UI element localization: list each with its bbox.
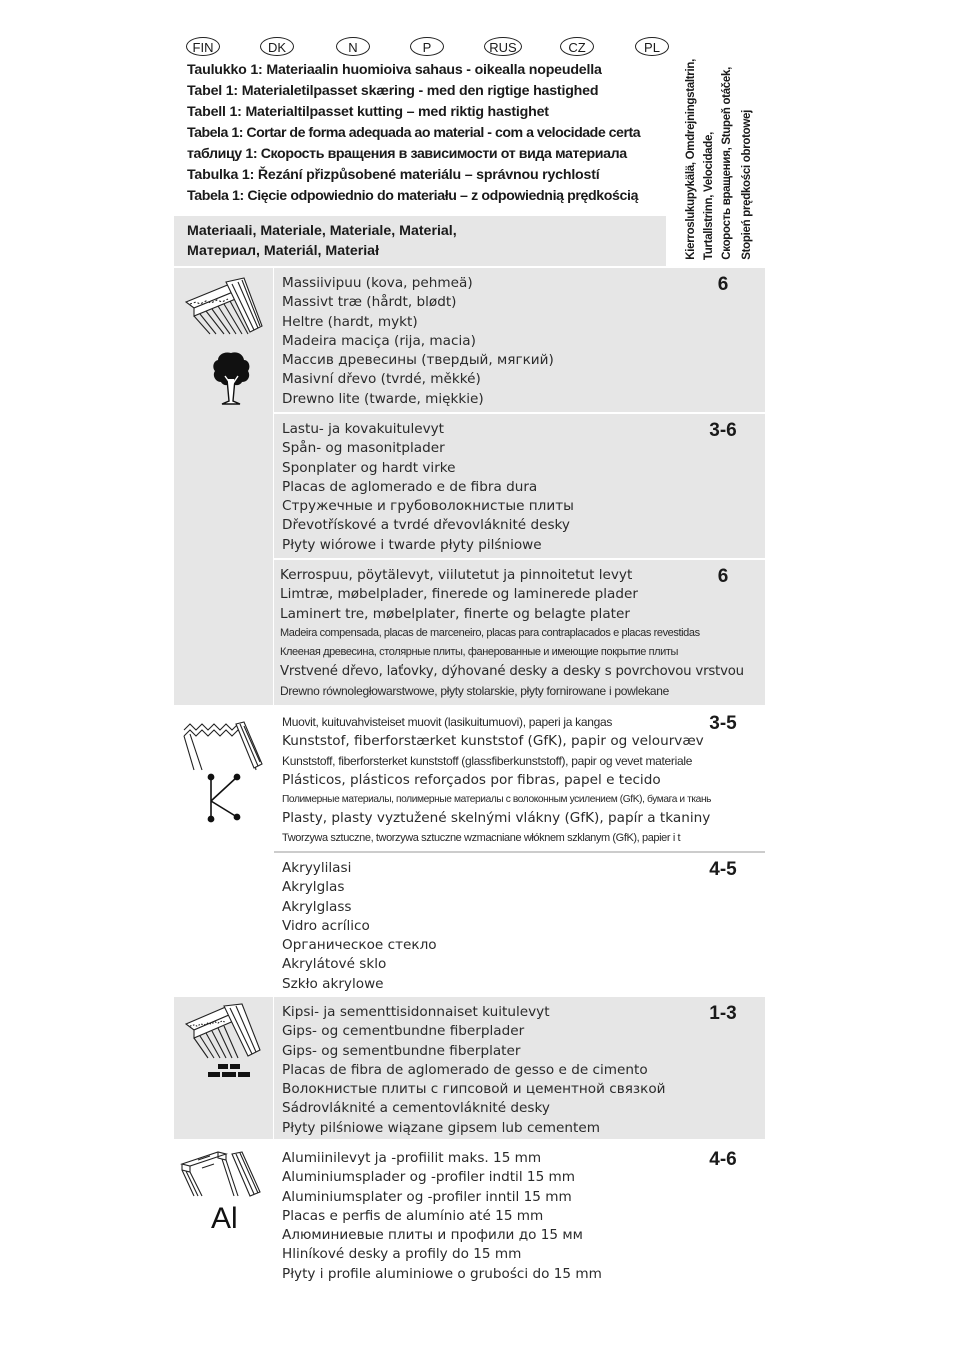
material-header-line: Materiaali, Materiale, Materiale, Material, <box>187 223 457 239</box>
material-name: Sádrovláknité a cementovláknité desky <box>282 1100 550 1117</box>
speed-column-header <box>683 40 763 260</box>
material-name: Płyty wiórowe i twarde płyty pilśniowe <box>282 536 542 553</box>
material-name: Heltre (hardt, mykt) <box>282 313 418 330</box>
material-name: Massiivipuu (kova, pehmeä) <box>282 275 473 291</box>
table-title: Tabela 1: Cortar de forma adequada ao material - com a velocidade certa <box>187 125 641 141</box>
material-name: Placas de aglomerado e de fibra dura <box>282 478 538 495</box>
material-name: Plasty, plasty vyztužené skelnými vlákny (GfK), papír a tkaniny <box>282 810 711 827</box>
material-name: Sponplater og hardt virke <box>282 459 456 476</box>
speed-header-line: Скорость вращения, Stupeň otáček, <box>721 67 733 260</box>
material-name: Kipsi- ja sementtisidonnaiset kuitulevyt <box>282 1004 550 1020</box>
material-name: Kunststoff, fiberforsterket kunststoff (glassfiberkunststoff), papir og vevet materiale <box>282 753 693 768</box>
material-column-header <box>174 216 666 266</box>
material-name: Akrylglas <box>282 879 345 896</box>
material-name: Клееная древесина, столярные плиты, фанерованные и имеющие покрытие плиты <box>280 646 679 659</box>
language-code-cz: CZ <box>560 37 594 56</box>
material-name: Płyty pilśniowe wiązane gipsem lub cementem <box>282 1119 600 1136</box>
aluminium-profile-icon <box>178 1148 264 1200</box>
table-row <box>274 853 765 997</box>
material-name: Akryylilasi <box>282 860 352 876</box>
table-row <box>274 560 765 705</box>
aluminium-symbol: Al <box>211 1202 238 1235</box>
material-name: Masivní dřevo (tvrdé, měkké) <box>282 371 481 388</box>
tree-icon <box>210 349 252 407</box>
speed-value: 6 <box>717 566 729 587</box>
table-row <box>274 997 765 1139</box>
table-row <box>274 414 765 558</box>
material-name: Płyty i profile aluminiowe o grubości do 15 mm <box>282 1265 602 1282</box>
material-name: Aluminiumsplater og -profiler inntil 15 mm <box>282 1188 572 1205</box>
speed-value: 4-6 <box>709 1149 737 1170</box>
speed-value: 4-5 <box>709 859 737 880</box>
material-name: Vidro acrílico <box>282 917 370 934</box>
material-name: Massivt træ (hårdt, blødt) <box>282 294 457 311</box>
material-name: Szkło akrylowe <box>282 975 384 992</box>
plastic-panel-icon <box>180 716 264 774</box>
speed-header-line: Kierroslukupykälä, Omdrejningstaltrin, <box>685 59 697 260</box>
table-title: Tabell 1: Materialtilpasset kutting – med riktig hastighet <box>187 104 549 120</box>
speed-header-line: Turtallstrinn, Velocidade, <box>703 131 715 260</box>
table-row <box>274 707 765 851</box>
material-name: Kunststof, fiberforstærket kunststof (GfK), papir og velourvæv <box>282 733 704 750</box>
table-row <box>274 1143 765 1287</box>
language-code-rus: RUS <box>484 37 522 56</box>
table-title: Tabulka 1: Řezání přizpůsobené materiálu – správnou rychlostí <box>187 167 600 183</box>
language-code-n: N <box>336 37 370 56</box>
table-title: таблицу 1: Скорость вращения в зависимости от вида материала <box>187 146 627 162</box>
material-name: Madeira maciça (rija, macia) <box>282 332 476 349</box>
language-code-p: P <box>410 37 444 56</box>
material-name: Полимерные материалы, полимерные материалы с волоконным усилением (GfK), бумага и ткань <box>282 794 712 806</box>
material-name: Массив древесины (твердый, мягкий) <box>282 352 554 369</box>
speed-header-line: Stopień prędkości obrotowej <box>741 110 753 260</box>
language-code-pl: PL <box>635 37 669 56</box>
k-symbol-icon <box>205 773 245 823</box>
wood-panel-icon <box>180 276 264 338</box>
material-name: Dřevotřískové a tvrdé dřevovláknité desky <box>282 517 570 534</box>
material-name: Drewno równoległowarstwowe, płyty stolarskie, płyty fornirowane i powlekane <box>280 683 670 698</box>
material-name: Kerrospuu, pöytälevyt, viilutetut ja pinnoitetut levyt <box>280 567 633 583</box>
material-name: Limtræ, møbelplader, finerede og laminerede plader <box>280 586 638 603</box>
material-name: Gips- og cementbundne fiberplader <box>282 1023 525 1040</box>
material-name: Drewno lite (twarde, miękkie) <box>282 390 484 407</box>
material-name: Aluminiumsplader og -profiler indtil 15 mm <box>282 1169 576 1186</box>
language-code-dk: DK <box>260 37 294 56</box>
material-name: Tworzywa sztuczne, tworzywa sztuczne wzmacniane włóknem szklanym (GfK), papier i t <box>282 831 681 844</box>
material-name: Madeira compensada, placas de marceneiro, placas para contraplacados e placas revestidas <box>280 626 700 639</box>
language-codes <box>184 35 674 59</box>
material-header-line: Материал, Materiál, Materiał <box>187 243 380 259</box>
material-name: Placas de fibra de aglomerado de gesso e de cimento <box>282 1061 648 1078</box>
material-name: Органическое стекло <box>282 937 437 954</box>
material-name: Волокнистые плиты с гипсовой и цементной связкой <box>282 1081 666 1098</box>
material-name: Akrylátové sklo <box>282 956 387 973</box>
table-title: Tabela 1: Cięcie odpowiednio do materiału – z odpowiednią prędkością <box>187 188 639 204</box>
table-title: Taulukko 1: Materiaalin huomioiva sahaus - oikealla nopeudella <box>187 62 602 78</box>
speed-value: 6 <box>717 274 729 295</box>
material-name: Muovit, kuituvahvisteiset muovit (lasikuitumuovi), paperi ja kangas <box>282 715 613 729</box>
speed-value: 1-3 <box>709 1003 737 1024</box>
material-name: Plásticos, plásticos reforçados por fibras, papel e tecido <box>282 771 661 788</box>
material-name: Стружечные и грубоволокнистые плиты <box>282 498 574 515</box>
material-name: Hliníkové desky a profily do 15 mm <box>282 1246 522 1263</box>
material-name: Gips- og sementbundne fiberplater <box>282 1042 521 1059</box>
language-code-fin: FIN <box>186 37 220 56</box>
material-name: Placas e perfis de alumínio até 15 mm <box>282 1207 544 1224</box>
speed-value: 3-6 <box>709 420 737 441</box>
brick-icon <box>206 1062 254 1082</box>
table-titles <box>187 60 687 207</box>
speed-value: 3-5 <box>709 713 737 734</box>
material-name: Spån- og masonitplader <box>282 440 445 457</box>
table-title: Tabel 1: Materialetilpasset skæring - med den rigtige hastighed <box>187 83 599 99</box>
material-name: Alumiinilevyt ja -profiilit maks. 15 mm <box>282 1150 542 1166</box>
material-name: Akrylglass <box>282 898 352 915</box>
material-name: Laminert tre, møbelplater, finerte og belagte plater <box>280 605 630 622</box>
material-name: Алюминиевые плиты и профили до 15 мм <box>282 1227 583 1244</box>
table-row <box>274 268 765 412</box>
fiber-panel-icon <box>180 1002 264 1060</box>
material-name: Vrstvené dřevo, laťovky, dýhované desky a desky s povrchovou vrstvou <box>280 664 744 680</box>
material-name: Lastu- ja kovakuitulevyt <box>282 421 445 437</box>
